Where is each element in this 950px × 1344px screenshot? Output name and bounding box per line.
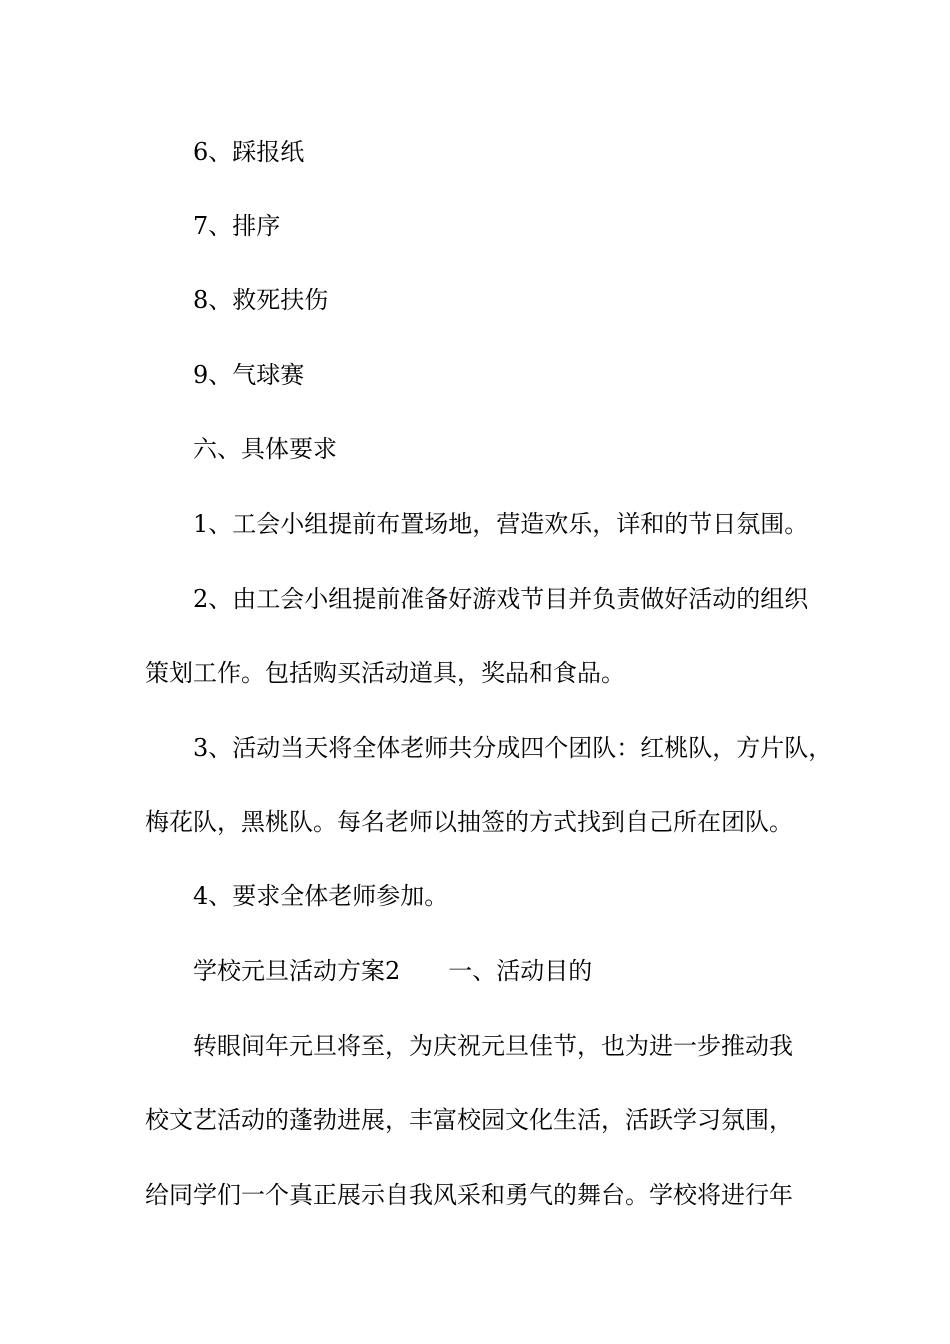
paragraph-line: 校文艺活动的蓬勃进展，丰富校园文化生活，活跃学习氛围，: [145, 1106, 793, 1134]
list-item: 6、踩报纸: [193, 138, 305, 166]
paragraph-line: 策划工作。包括购买活动道具，奖品和食品。: [145, 659, 625, 687]
document-title: 学校元旦活动方案2: [193, 957, 401, 985]
paragraph-line: 3、活动当天将全体老师共分成四个团队：红桃队，方片队，: [193, 734, 833, 762]
list-item: 9、气球赛: [193, 361, 305, 389]
section-title-line: [193, 956, 893, 986]
paragraph-line: 4、要求全体老师参加。: [193, 882, 449, 910]
list-item: 7、排序: [193, 212, 281, 240]
list-item: 8、救死扶伤: [193, 286, 329, 314]
paragraph-line: 梅花队，黑桃队。每名老师以抽签的方式找到自己所在团队。: [145, 808, 793, 836]
section-heading: 一、活动目的: [448, 957, 593, 985]
section-heading: 六、具体要求: [193, 435, 337, 463]
paragraph-line: 给同学们一个真正展示自我风采和勇气的舞台。学校将进行年: [145, 1181, 793, 1209]
paragraph-line: 转眼间年元旦将至，为庆祝元旦佳节，也为进一步推动我: [193, 1032, 793, 1060]
paragraph-line: 2、由工会小组提前准备好游戏节目并负责做好活动的组织: [193, 585, 809, 613]
paragraph-line: 1、工会小组提前布置场地，营造欢乐，详和的节日氛围。: [193, 510, 809, 538]
